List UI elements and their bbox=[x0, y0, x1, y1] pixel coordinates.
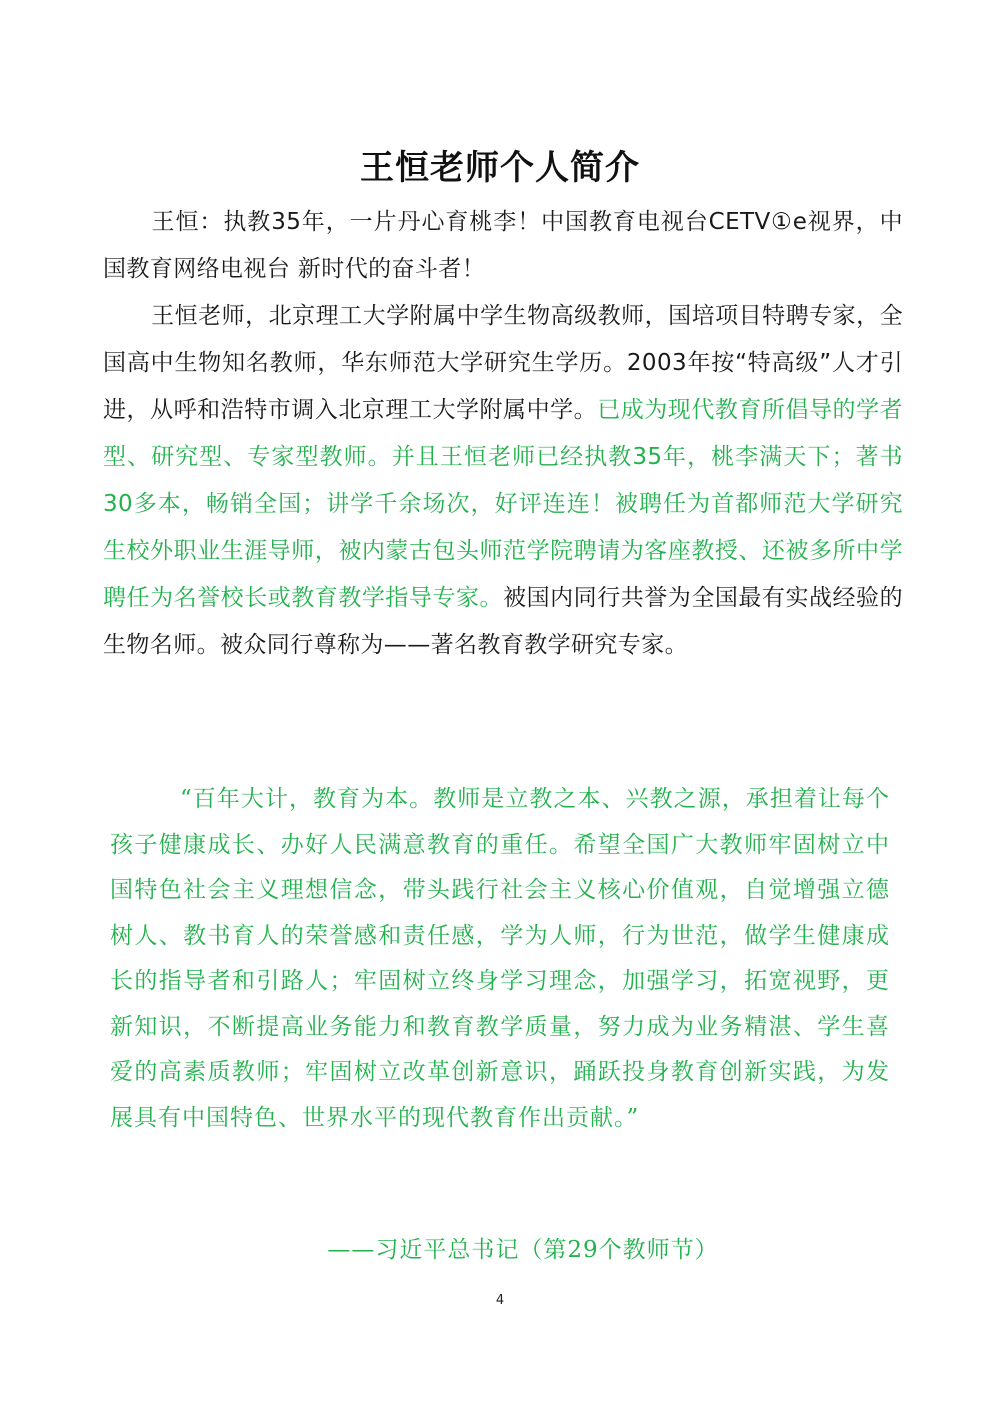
page-title: 王恒老师个人简介 bbox=[360, 148, 640, 188]
quote-paragraph bbox=[110, 777, 890, 1141]
page-number: 4 bbox=[495, 1293, 505, 1308]
bio-text-part-1: 王恒老师，北京理工大学附属中学生物高级教师，国培项目特聘专家，全国高中生物知名教师，华东师范大学研究生学历。2003年按“特高级”人才引进，从呼和浩特市调入北京理工大学附属中学。 bbox=[103, 303, 903, 423]
bio-text-part-2: 被国内同行共誉为全国最有实战经验的生物名师。被众同行尊称为——著名教育教学研究专家。 bbox=[103, 585, 903, 658]
bio-paragraph bbox=[103, 293, 903, 669]
bio-text-highlight: 已成为现代教育所倡导的学者型、研究型、专家型教师。并且王恒老师已经执教35年，桃李满天下；著书30多本，畅销全国；讲学千余场次，好评连连！被聘任为首都师范大学研究生校外职业生涯导师，被内蒙古包头师范学院聘请为客座教授、还被多所中学聘任为名誉校长或教育教学指导专家。 bbox=[103, 397, 903, 611]
intro-paragraph bbox=[103, 199, 903, 293]
quote-text: “百年大计，教育为本。教师是立教之本、兴教之源，承担着让每个孩子健康成长、办好人民满意教育的重任。希望全国广大教师牢固树立中国特色社会主义理想信念，带头践行社会主义核心价值观，自觉增强立德树人、教书育人的荣誉感和责任感，学为人师，行为世范，做学生健康成长的指导者和引路人；牢固树立终身学习理念，加强学习，拓宽视野，更新知识，不断提高业务能力和教育教学质量，努力成为业务精湛、学生喜爱的高素质教师；牢固树立改革创新意识，踊跃投身教育创新实践，为发展具有中国特色、世界水平的现代教育作出贡献。” bbox=[110, 786, 890, 1131]
intro-text: 王恒：执教35年，一片丹心育桃李！中国教育电视台CETV①e视界，中国教育网络电视台 新时代的奋斗者！ bbox=[103, 209, 903, 282]
quote-attribution: ——习近平总书记（第29个教师节） bbox=[327, 1237, 719, 1263]
